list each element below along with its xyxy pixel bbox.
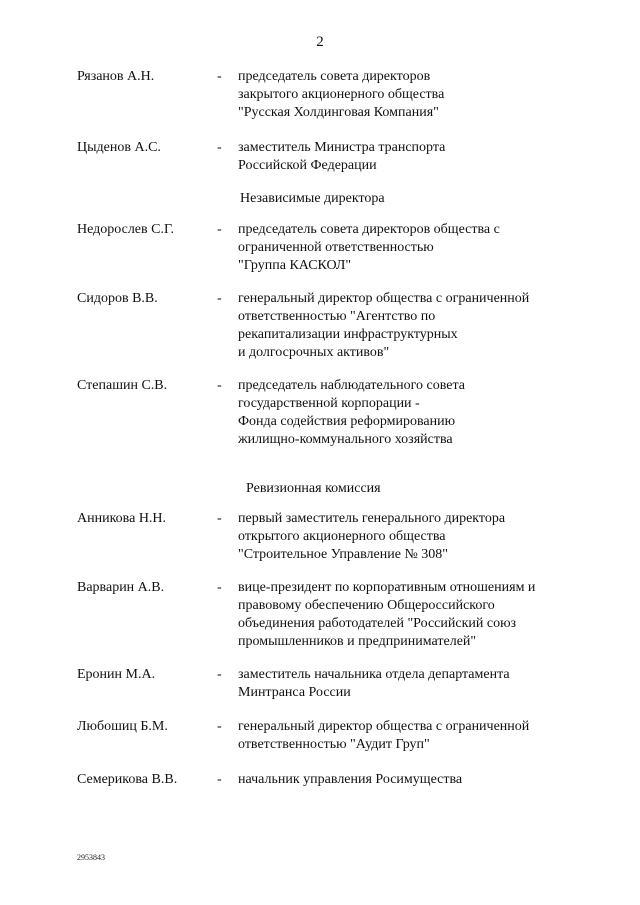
- dash-separator: -: [217, 222, 222, 237]
- position-line: Российской Федерации: [238, 158, 377, 173]
- position-line: ограниченной ответственностью: [238, 240, 434, 255]
- dash-separator: -: [217, 69, 222, 84]
- document-code: 2953843: [77, 853, 105, 862]
- position-description: [238, 221, 578, 275]
- dash-separator: -: [217, 580, 222, 595]
- position-line: объединения работодателей "Российский союз: [238, 616, 517, 631]
- position-line: правовому обеспечению Общероссийского: [238, 598, 495, 613]
- position-line: и долгосрочных активов": [238, 345, 390, 360]
- position-line: заместитель Министра транспорта: [238, 140, 446, 155]
- position-line: "Русская Холдинговая Компания": [238, 105, 439, 120]
- position-description: [238, 377, 578, 449]
- position-line: вице-президент по корпоративным отношениям и: [238, 580, 536, 595]
- position-line: промышленников и предпринимателей": [238, 634, 477, 649]
- person-name: Анникова Н.Н.: [77, 511, 167, 526]
- position-line: Фонда содействия реформированию: [238, 414, 456, 429]
- position-description: [238, 771, 578, 789]
- position-description: [238, 68, 578, 122]
- position-line: государственной корпорации -: [238, 396, 420, 411]
- section-heading-independent: Независимые директора: [240, 191, 385, 206]
- person-name: Степашин С.В.: [77, 378, 168, 393]
- person-name: Семерикова В.В.: [77, 772, 178, 787]
- dash-separator: -: [217, 772, 222, 787]
- person-name: Сидоров В.В.: [77, 291, 158, 306]
- position-line: председатель совета директоров: [238, 69, 431, 84]
- person-name: Недорослев С.Г.: [77, 222, 174, 237]
- position-line: заместитель начальника отдела департамента: [238, 667, 510, 682]
- position-line: "Строительное Управление № 308": [238, 547, 449, 562]
- position-line: открытого акционерного общества: [238, 529, 446, 544]
- person-name: Варварин А.В.: [77, 580, 165, 595]
- position-line: ответственностью "Агентство по: [238, 309, 436, 324]
- position-line: рекапитализации инфраструктурных: [238, 327, 458, 342]
- dash-separator: -: [217, 291, 222, 306]
- position-description: [238, 718, 578, 754]
- position-description: [238, 139, 578, 175]
- dash-separator: -: [217, 719, 222, 734]
- person-name: Еронин М.А.: [77, 667, 156, 682]
- position-description: [238, 579, 578, 651]
- position-line: жилищно-коммунального хозяйства: [238, 432, 453, 447]
- position-line: закрытого акционерного общества: [238, 87, 445, 102]
- position-line: генеральный директор общества с ограниченной: [238, 291, 530, 306]
- position-line: председатель совета директоров общества с: [238, 222, 500, 237]
- dash-separator: -: [217, 667, 222, 682]
- position-description: [238, 666, 578, 702]
- position-description: [238, 510, 578, 564]
- section-heading-audit: Ревизионная комиссия: [246, 481, 381, 496]
- person-name: Цыденов А.С.: [77, 140, 161, 155]
- position-line: председатель наблюдательного совета: [238, 378, 465, 393]
- dash-separator: -: [217, 140, 222, 155]
- person-name: Любошиц Б.М.: [77, 719, 168, 734]
- dash-separator: -: [217, 378, 222, 393]
- position-line: первый заместитель генерального директора: [238, 511, 506, 526]
- dash-separator: -: [217, 511, 222, 526]
- person-name: Рязанов А.Н.: [77, 69, 155, 84]
- position-description: [238, 290, 578, 362]
- page-number: 2: [316, 34, 324, 50]
- position-line: Минтранса России: [238, 685, 351, 700]
- position-line: "Группа КАСКОЛ": [238, 258, 352, 273]
- position-line: генеральный директор общества с ограниченной: [238, 719, 530, 734]
- position-line: начальник управления Росимущества: [238, 772, 463, 787]
- position-line: ответственностью "Аудит Груп": [238, 737, 430, 752]
